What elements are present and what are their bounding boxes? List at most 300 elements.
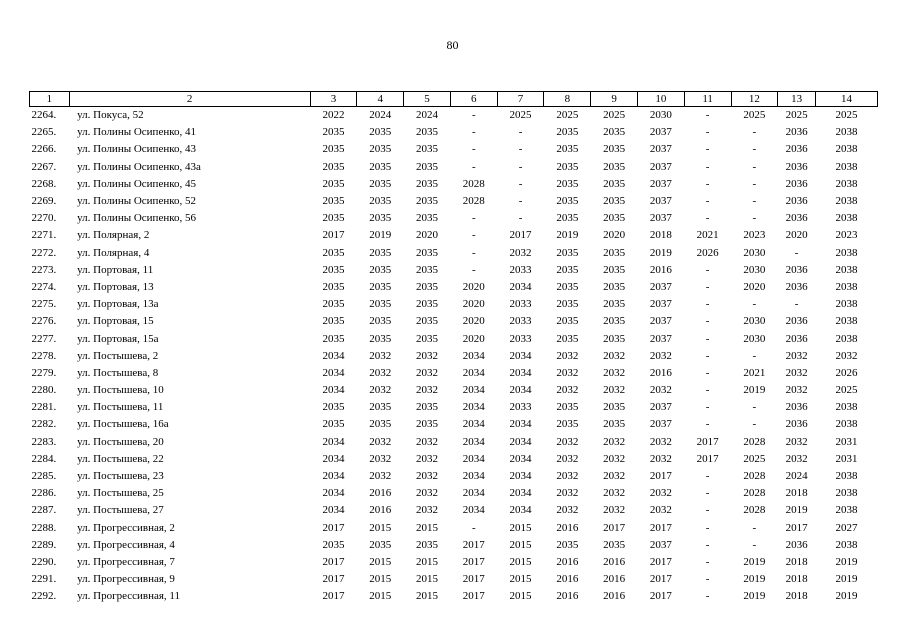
year-cell-col-5: 2035 bbox=[416, 143, 439, 156]
year-cell-col-8: 2035 bbox=[556, 418, 579, 431]
year-cell-col-7: 2025 bbox=[509, 109, 532, 122]
year-cell-col-4: 2035 bbox=[369, 315, 392, 328]
year-cell-col-14: 2038 bbox=[835, 246, 858, 259]
year-cell-col-5: 2020 bbox=[416, 229, 439, 242]
row-number: 2284. bbox=[31, 452, 57, 465]
year-cell-col-8: 2016 bbox=[556, 521, 579, 534]
year-cell-col-5: 2032 bbox=[416, 487, 439, 500]
year-cell-col-5: 2035 bbox=[416, 177, 439, 190]
year-cell-col-12: 2021 bbox=[743, 366, 766, 379]
year-cell-col-3: 2035 bbox=[322, 418, 345, 431]
table-row bbox=[30, 330, 878, 347]
year-cell-col-14: 2032 bbox=[835, 349, 858, 362]
year-cell-col-4: 2035 bbox=[369, 126, 392, 139]
year-cell-col-7: 2033 bbox=[509, 332, 532, 345]
address-cell: ул. Портовая, 15 bbox=[77, 315, 154, 328]
address-cell: ул. Полины Осипенко, 52 bbox=[77, 195, 197, 208]
table-row bbox=[30, 348, 878, 365]
year-cell-col-14: 2038 bbox=[835, 298, 858, 311]
year-cell-col-7: 2033 bbox=[509, 298, 532, 311]
address-cell: ул. Портовая, 15а bbox=[77, 332, 159, 345]
year-cell-col-3: 2017 bbox=[322, 521, 345, 534]
year-cell-col-5: 2035 bbox=[416, 315, 439, 328]
year-cell-col-12: 2023 bbox=[743, 229, 766, 242]
year-cell-col-9: 2032 bbox=[603, 504, 626, 517]
year-cell-col-14: 2026 bbox=[835, 366, 858, 379]
year-cell-col-9: 2035 bbox=[603, 298, 626, 311]
table-row bbox=[30, 193, 878, 210]
year-cell-col-10: 2019 bbox=[649, 246, 672, 259]
row-number: 2282. bbox=[31, 418, 57, 431]
row-number: 2286. bbox=[31, 487, 57, 500]
year-cell-col-13: - bbox=[794, 298, 799, 311]
year-cell-col-12: 2019 bbox=[743, 384, 766, 397]
year-cell-col-13: 2036 bbox=[785, 418, 808, 431]
year-cell-col-11: 2017 bbox=[696, 452, 719, 465]
year-cell-col-14: 2027 bbox=[835, 521, 858, 534]
year-cell-col-12: 2028 bbox=[743, 435, 766, 448]
row-number: 2269. bbox=[31, 195, 57, 208]
page-number: 80 bbox=[446, 38, 459, 52]
year-cell-col-7: 2034 bbox=[509, 435, 532, 448]
year-cell-col-4: 2015 bbox=[369, 590, 392, 603]
year-cell-col-13: 2018 bbox=[785, 487, 808, 500]
table-row bbox=[30, 520, 878, 537]
year-cell-col-9: 2016 bbox=[603, 555, 626, 568]
year-cell-col-10: 2037 bbox=[649, 195, 672, 208]
year-cell-col-6: - bbox=[471, 229, 476, 242]
year-cell-col-14: 2038 bbox=[835, 538, 858, 551]
year-cell-col-6: 2034 bbox=[462, 418, 485, 431]
year-cell-col-6: - bbox=[471, 160, 476, 173]
year-cell-col-5: 2032 bbox=[416, 349, 439, 362]
table-row bbox=[30, 502, 878, 519]
row-number: 2281. bbox=[31, 401, 57, 414]
year-cell-col-7: 2017 bbox=[509, 229, 532, 242]
year-cell-col-14: 2031 bbox=[835, 435, 858, 448]
year-cell-col-8: 2035 bbox=[556, 280, 579, 293]
address-cell: ул. Постышева, 11 bbox=[77, 401, 164, 414]
year-cell-col-8: 2035 bbox=[556, 298, 579, 311]
year-cell-col-5: 2032 bbox=[416, 452, 439, 465]
year-cell-col-11: 2021 bbox=[696, 229, 719, 242]
year-cell-col-13: 2036 bbox=[785, 332, 808, 345]
year-cell-col-7: 2034 bbox=[509, 487, 532, 500]
year-cell-col-12: 2025 bbox=[743, 452, 766, 465]
year-cell-col-11: 2026 bbox=[696, 246, 719, 259]
year-cell-col-8: 2035 bbox=[556, 246, 579, 259]
table-row bbox=[30, 210, 878, 227]
year-cell-col-12: 2030 bbox=[743, 246, 766, 259]
year-cell-col-10: 2017 bbox=[649, 470, 672, 483]
year-cell-col-9: 2017 bbox=[603, 521, 626, 534]
year-cell-col-9: 2035 bbox=[603, 246, 626, 259]
year-cell-col-11: - bbox=[705, 143, 710, 156]
year-cell-col-14: 2019 bbox=[835, 555, 858, 568]
year-cell-col-4: 2035 bbox=[369, 263, 392, 276]
table-row bbox=[30, 279, 878, 296]
year-cell-col-6: 2017 bbox=[462, 590, 485, 603]
year-cell-col-10: 2037 bbox=[649, 177, 672, 190]
year-cell-col-4: 2035 bbox=[369, 298, 392, 311]
year-cell-col-10: 2032 bbox=[649, 349, 672, 362]
year-cell-col-10: 2017 bbox=[649, 521, 672, 534]
year-cell-col-3: 2035 bbox=[322, 315, 345, 328]
year-cell-col-9: 2020 bbox=[603, 229, 626, 242]
year-cell-col-9: 2032 bbox=[603, 435, 626, 448]
year-cell-col-6: - bbox=[471, 126, 476, 139]
year-cell-col-14: 2038 bbox=[835, 487, 858, 500]
address-cell: ул. Полины Осипенко, 41 bbox=[77, 126, 197, 139]
year-cell-col-13: 2032 bbox=[785, 435, 808, 448]
header-col-11: 11 bbox=[684, 92, 731, 107]
row-number: 2287. bbox=[31, 504, 57, 517]
year-cell-col-12: 2020 bbox=[743, 280, 766, 293]
year-cell-col-3: 2035 bbox=[322, 246, 345, 259]
year-cell-col-13: 2018 bbox=[785, 555, 808, 568]
year-cell-col-12: - bbox=[752, 418, 757, 431]
year-cell-col-14: 2038 bbox=[835, 212, 858, 225]
address-cell: ул. Полины Осипенко, 45 bbox=[77, 177, 197, 190]
year-cell-col-10: 2037 bbox=[649, 298, 672, 311]
year-cell-col-7: - bbox=[518, 126, 523, 139]
year-cell-col-8: 2035 bbox=[556, 195, 579, 208]
year-cell-col-5: 2032 bbox=[416, 435, 439, 448]
year-cell-col-10: 2032 bbox=[649, 452, 672, 465]
year-cell-col-14: 2038 bbox=[835, 401, 858, 414]
year-cell-col-12: - bbox=[752, 298, 757, 311]
table-row bbox=[30, 365, 878, 382]
year-cell-col-5: 2024 bbox=[416, 109, 439, 122]
table-row bbox=[30, 176, 878, 193]
year-cell-col-4: 2024 bbox=[369, 109, 392, 122]
year-cell-col-8: 2035 bbox=[556, 401, 579, 414]
year-cell-col-5: 2032 bbox=[416, 384, 439, 397]
year-cell-col-11: - bbox=[705, 487, 710, 500]
year-cell-col-8: 2032 bbox=[556, 504, 579, 517]
year-cell-col-11: - bbox=[705, 366, 710, 379]
table-row bbox=[30, 245, 878, 262]
year-cell-col-8: 2035 bbox=[556, 212, 579, 225]
year-cell-col-6: 2034 bbox=[462, 452, 485, 465]
year-cell-col-14: 2038 bbox=[835, 470, 858, 483]
table-row bbox=[30, 537, 878, 554]
year-cell-col-10: 2037 bbox=[649, 401, 672, 414]
year-cell-col-4: 2035 bbox=[369, 332, 392, 345]
year-cell-col-8: 2032 bbox=[556, 435, 579, 448]
year-cell-col-9: 2035 bbox=[603, 160, 626, 173]
year-cell-col-11: - bbox=[705, 555, 710, 568]
year-cell-col-9: 2035 bbox=[603, 401, 626, 414]
year-cell-col-6: 2034 bbox=[462, 487, 485, 500]
year-cell-col-7: - bbox=[518, 195, 523, 208]
year-cell-col-8: 2035 bbox=[556, 315, 579, 328]
row-number: 2264. bbox=[31, 109, 57, 122]
year-cell-col-6: - bbox=[471, 263, 476, 276]
year-cell-col-14: 2038 bbox=[835, 126, 858, 139]
year-cell-col-4: 2035 bbox=[369, 143, 392, 156]
year-cell-col-4: 2015 bbox=[369, 521, 392, 534]
year-cell-col-9: 2032 bbox=[603, 452, 626, 465]
year-cell-col-12: - bbox=[752, 160, 757, 173]
year-cell-col-5: 2035 bbox=[416, 246, 439, 259]
year-cell-col-14: 2031 bbox=[835, 452, 858, 465]
year-cell-col-8: 2025 bbox=[556, 109, 579, 122]
table-row bbox=[30, 399, 878, 416]
year-cell-col-7: 2034 bbox=[509, 470, 532, 483]
table-row bbox=[30, 416, 878, 433]
year-cell-col-6: 2020 bbox=[462, 332, 485, 345]
year-cell-col-11: - bbox=[705, 212, 710, 225]
row-number: 2272. bbox=[31, 246, 57, 259]
year-cell-col-3: 2034 bbox=[322, 452, 345, 465]
year-cell-col-11: - bbox=[705, 384, 710, 397]
table-row bbox=[30, 468, 878, 485]
address-cell: ул. Постышева, 25 bbox=[77, 487, 164, 500]
row-number: 2276. bbox=[31, 315, 57, 328]
row-number: 2288. bbox=[31, 521, 57, 534]
year-cell-col-7: 2034 bbox=[509, 349, 532, 362]
year-cell-col-3: 2035 bbox=[322, 160, 345, 173]
address-cell: ул. Прогрессивная, 4 bbox=[77, 538, 175, 551]
table-row bbox=[30, 124, 878, 141]
year-cell-col-12: - bbox=[752, 177, 757, 190]
year-cell-col-12: - bbox=[752, 212, 757, 225]
year-cell-col-3: 2017 bbox=[322, 573, 345, 586]
year-cell-col-11: - bbox=[705, 280, 710, 293]
address-cell: ул. Прогрессивная, 11 bbox=[77, 590, 181, 603]
header-col-5: 5 bbox=[404, 92, 451, 107]
year-cell-col-8: 2032 bbox=[556, 366, 579, 379]
header-col-7: 7 bbox=[497, 92, 544, 107]
address-cell: ул. Постышева, 23 bbox=[77, 470, 164, 483]
year-cell-col-11: - bbox=[705, 160, 710, 173]
year-cell-col-12: - bbox=[752, 195, 757, 208]
year-cell-col-14: 2038 bbox=[835, 177, 858, 190]
year-cell-col-11: - bbox=[705, 263, 710, 276]
year-cell-col-13: 2036 bbox=[785, 195, 808, 208]
year-cell-col-9: 2032 bbox=[603, 366, 626, 379]
year-cell-col-7: 2033 bbox=[509, 263, 532, 276]
row-number: 2277. bbox=[31, 332, 57, 345]
row-number: 2270. bbox=[31, 212, 57, 225]
year-cell-col-4: 2035 bbox=[369, 538, 392, 551]
year-cell-col-9: 2035 bbox=[603, 126, 626, 139]
year-cell-col-12: 2019 bbox=[743, 573, 766, 586]
year-cell-col-11: - bbox=[705, 315, 710, 328]
table-row bbox=[30, 262, 878, 279]
year-cell-col-5: 2015 bbox=[416, 555, 439, 568]
year-cell-col-9: 2032 bbox=[603, 349, 626, 362]
year-cell-col-10: 2037 bbox=[649, 538, 672, 551]
year-cell-col-14: 2038 bbox=[835, 160, 858, 173]
year-cell-col-7: - bbox=[518, 212, 523, 225]
year-cell-col-12: - bbox=[752, 521, 757, 534]
table-row bbox=[30, 227, 878, 244]
year-cell-col-14: 2019 bbox=[835, 573, 858, 586]
year-cell-col-10: 2037 bbox=[649, 332, 672, 345]
year-cell-col-3: 2017 bbox=[322, 229, 345, 242]
year-cell-col-8: 2032 bbox=[556, 349, 579, 362]
year-cell-col-6: - bbox=[471, 143, 476, 156]
year-cell-col-8: 2035 bbox=[556, 143, 579, 156]
year-cell-col-6: - bbox=[471, 521, 476, 534]
year-cell-col-4: 2032 bbox=[369, 452, 392, 465]
year-cell-col-6: 2020 bbox=[462, 315, 485, 328]
year-cell-col-6: 2034 bbox=[462, 470, 485, 483]
year-cell-col-6: 2028 bbox=[462, 195, 485, 208]
year-cell-col-8: 2035 bbox=[556, 177, 579, 190]
year-cell-col-10: 2032 bbox=[649, 487, 672, 500]
row-number: 2273. bbox=[31, 263, 57, 276]
year-cell-col-8: 2035 bbox=[556, 263, 579, 276]
year-cell-col-3: 2017 bbox=[322, 555, 345, 568]
year-cell-col-14: 2038 bbox=[835, 143, 858, 156]
year-cell-col-9: 2035 bbox=[603, 195, 626, 208]
year-cell-col-10: 2030 bbox=[649, 109, 672, 122]
year-cell-col-14: 2038 bbox=[835, 315, 858, 328]
year-cell-col-3: 2022 bbox=[322, 109, 345, 122]
year-cell-col-5: 2035 bbox=[416, 401, 439, 414]
year-cell-col-13: 2019 bbox=[785, 504, 808, 517]
year-cell-col-6: - bbox=[471, 109, 476, 122]
year-cell-col-10: 2017 bbox=[649, 573, 672, 586]
year-cell-col-11: - bbox=[705, 538, 710, 551]
header-col-3: 3 bbox=[310, 92, 357, 107]
year-cell-col-11: - bbox=[705, 418, 710, 431]
year-cell-col-11: - bbox=[705, 401, 710, 414]
year-cell-col-8: 2035 bbox=[556, 126, 579, 139]
year-cell-col-14: 2038 bbox=[835, 504, 858, 517]
year-cell-col-11: - bbox=[705, 521, 710, 534]
row-number: 2283. bbox=[31, 435, 57, 448]
year-cell-col-12: - bbox=[752, 401, 757, 414]
address-cell: ул. Постышева, 27 bbox=[77, 504, 164, 517]
year-cell-col-10: 2037 bbox=[649, 126, 672, 139]
year-cell-col-13: 2025 bbox=[785, 109, 808, 122]
address-cell: ул. Портовая, 11 bbox=[77, 263, 154, 276]
year-cell-col-8: 2016 bbox=[556, 573, 579, 586]
year-cell-col-12: 2030 bbox=[743, 332, 766, 345]
year-cell-col-12: 2019 bbox=[743, 555, 766, 568]
year-cell-col-3: 2035 bbox=[322, 280, 345, 293]
year-cell-col-3: 2034 bbox=[322, 487, 345, 500]
header-col-4: 4 bbox=[357, 92, 404, 107]
row-number: 2280. bbox=[31, 384, 57, 397]
year-cell-col-11: 2017 bbox=[696, 435, 719, 448]
year-cell-col-9: 2035 bbox=[603, 315, 626, 328]
row-number: 2268. bbox=[31, 177, 57, 190]
year-cell-col-8: 2016 bbox=[556, 590, 579, 603]
row-number: 2275. bbox=[31, 298, 57, 311]
year-cell-col-9: 2035 bbox=[603, 538, 626, 551]
year-cell-col-14: 2038 bbox=[835, 332, 858, 345]
year-cell-col-9: 2035 bbox=[603, 143, 626, 156]
year-cell-col-3: 2034 bbox=[322, 470, 345, 483]
year-cell-col-8: 2032 bbox=[556, 452, 579, 465]
row-number: 2267. bbox=[31, 160, 57, 173]
year-cell-col-5: 2035 bbox=[416, 280, 439, 293]
year-cell-col-3: 2035 bbox=[322, 538, 345, 551]
year-cell-col-13: 2036 bbox=[785, 280, 808, 293]
table-row bbox=[30, 313, 878, 330]
year-cell-col-12: 2030 bbox=[743, 263, 766, 276]
address-cell: ул. Прогрессивная, 2 bbox=[77, 521, 175, 534]
year-cell-col-8: 2019 bbox=[556, 229, 579, 242]
year-cell-col-5: 2035 bbox=[416, 160, 439, 173]
year-cell-col-12: 2030 bbox=[743, 315, 766, 328]
year-cell-col-11: - bbox=[705, 504, 710, 517]
year-cell-col-12: 2028 bbox=[743, 487, 766, 500]
row-number: 2290. bbox=[31, 555, 57, 568]
year-cell-col-10: 2037 bbox=[649, 418, 672, 431]
year-cell-col-3: 2035 bbox=[322, 177, 345, 190]
year-cell-col-7: 2015 bbox=[509, 573, 532, 586]
year-cell-col-11: - bbox=[705, 573, 710, 586]
year-cell-col-3: 2034 bbox=[322, 435, 345, 448]
year-cell-col-9: 2035 bbox=[603, 263, 626, 276]
year-cell-col-6: 2034 bbox=[462, 435, 485, 448]
year-cell-col-5: 2035 bbox=[416, 126, 439, 139]
year-cell-col-9: 2035 bbox=[603, 177, 626, 190]
year-cell-col-12: - bbox=[752, 349, 757, 362]
year-cell-col-4: 2035 bbox=[369, 195, 392, 208]
year-cell-col-5: 2015 bbox=[416, 590, 439, 603]
year-cell-col-10: 2032 bbox=[649, 384, 672, 397]
year-cell-col-3: 2034 bbox=[322, 384, 345, 397]
year-cell-col-6: 2034 bbox=[462, 366, 485, 379]
year-cell-col-9: 2035 bbox=[603, 280, 626, 293]
year-cell-col-10: 2032 bbox=[649, 435, 672, 448]
table-row bbox=[30, 382, 878, 399]
year-cell-col-3: 2035 bbox=[322, 143, 345, 156]
row-number: 2271. bbox=[31, 229, 57, 242]
year-cell-col-7: 2034 bbox=[509, 504, 532, 517]
year-cell-col-7: - bbox=[518, 143, 523, 156]
year-cell-col-8: 2032 bbox=[556, 487, 579, 500]
year-cell-col-4: 2035 bbox=[369, 418, 392, 431]
year-cell-col-13: 2032 bbox=[785, 452, 808, 465]
year-cell-col-6: 2034 bbox=[462, 401, 485, 414]
address-cell: ул. Постышева, 16а bbox=[77, 418, 169, 431]
row-number: 2266. bbox=[31, 143, 57, 156]
year-cell-col-9: 2032 bbox=[603, 384, 626, 397]
address-cell: ул. Полины Осипенко, 43а bbox=[77, 160, 201, 173]
table-row bbox=[30, 451, 878, 468]
year-cell-col-7: 2033 bbox=[509, 401, 532, 414]
year-cell-col-10: 2017 bbox=[649, 590, 672, 603]
address-cell: ул. Портовая, 13 bbox=[77, 280, 154, 293]
year-cell-col-6: 2028 bbox=[462, 177, 485, 190]
year-cell-col-12: - bbox=[752, 143, 757, 156]
year-cell-col-7: 2015 bbox=[509, 555, 532, 568]
year-cell-col-13: 2036 bbox=[785, 160, 808, 173]
year-cell-col-7: 2015 bbox=[509, 521, 532, 534]
year-cell-col-9: 2035 bbox=[603, 212, 626, 225]
year-cell-col-10: 2018 bbox=[649, 229, 672, 242]
year-cell-col-5: 2035 bbox=[416, 418, 439, 431]
year-cell-col-12: 2028 bbox=[743, 504, 766, 517]
year-cell-col-11: - bbox=[705, 126, 710, 139]
year-cell-col-6: 2017 bbox=[462, 538, 485, 551]
year-cell-col-13: 2036 bbox=[785, 126, 808, 139]
year-cell-col-4: 2035 bbox=[369, 246, 392, 259]
address-cell: ул. Полярная, 4 bbox=[77, 246, 150, 259]
year-cell-col-3: 2034 bbox=[322, 504, 345, 517]
year-cell-col-13: 2036 bbox=[785, 538, 808, 551]
year-cell-col-3: 2034 bbox=[322, 366, 345, 379]
year-cell-col-4: 2035 bbox=[369, 177, 392, 190]
